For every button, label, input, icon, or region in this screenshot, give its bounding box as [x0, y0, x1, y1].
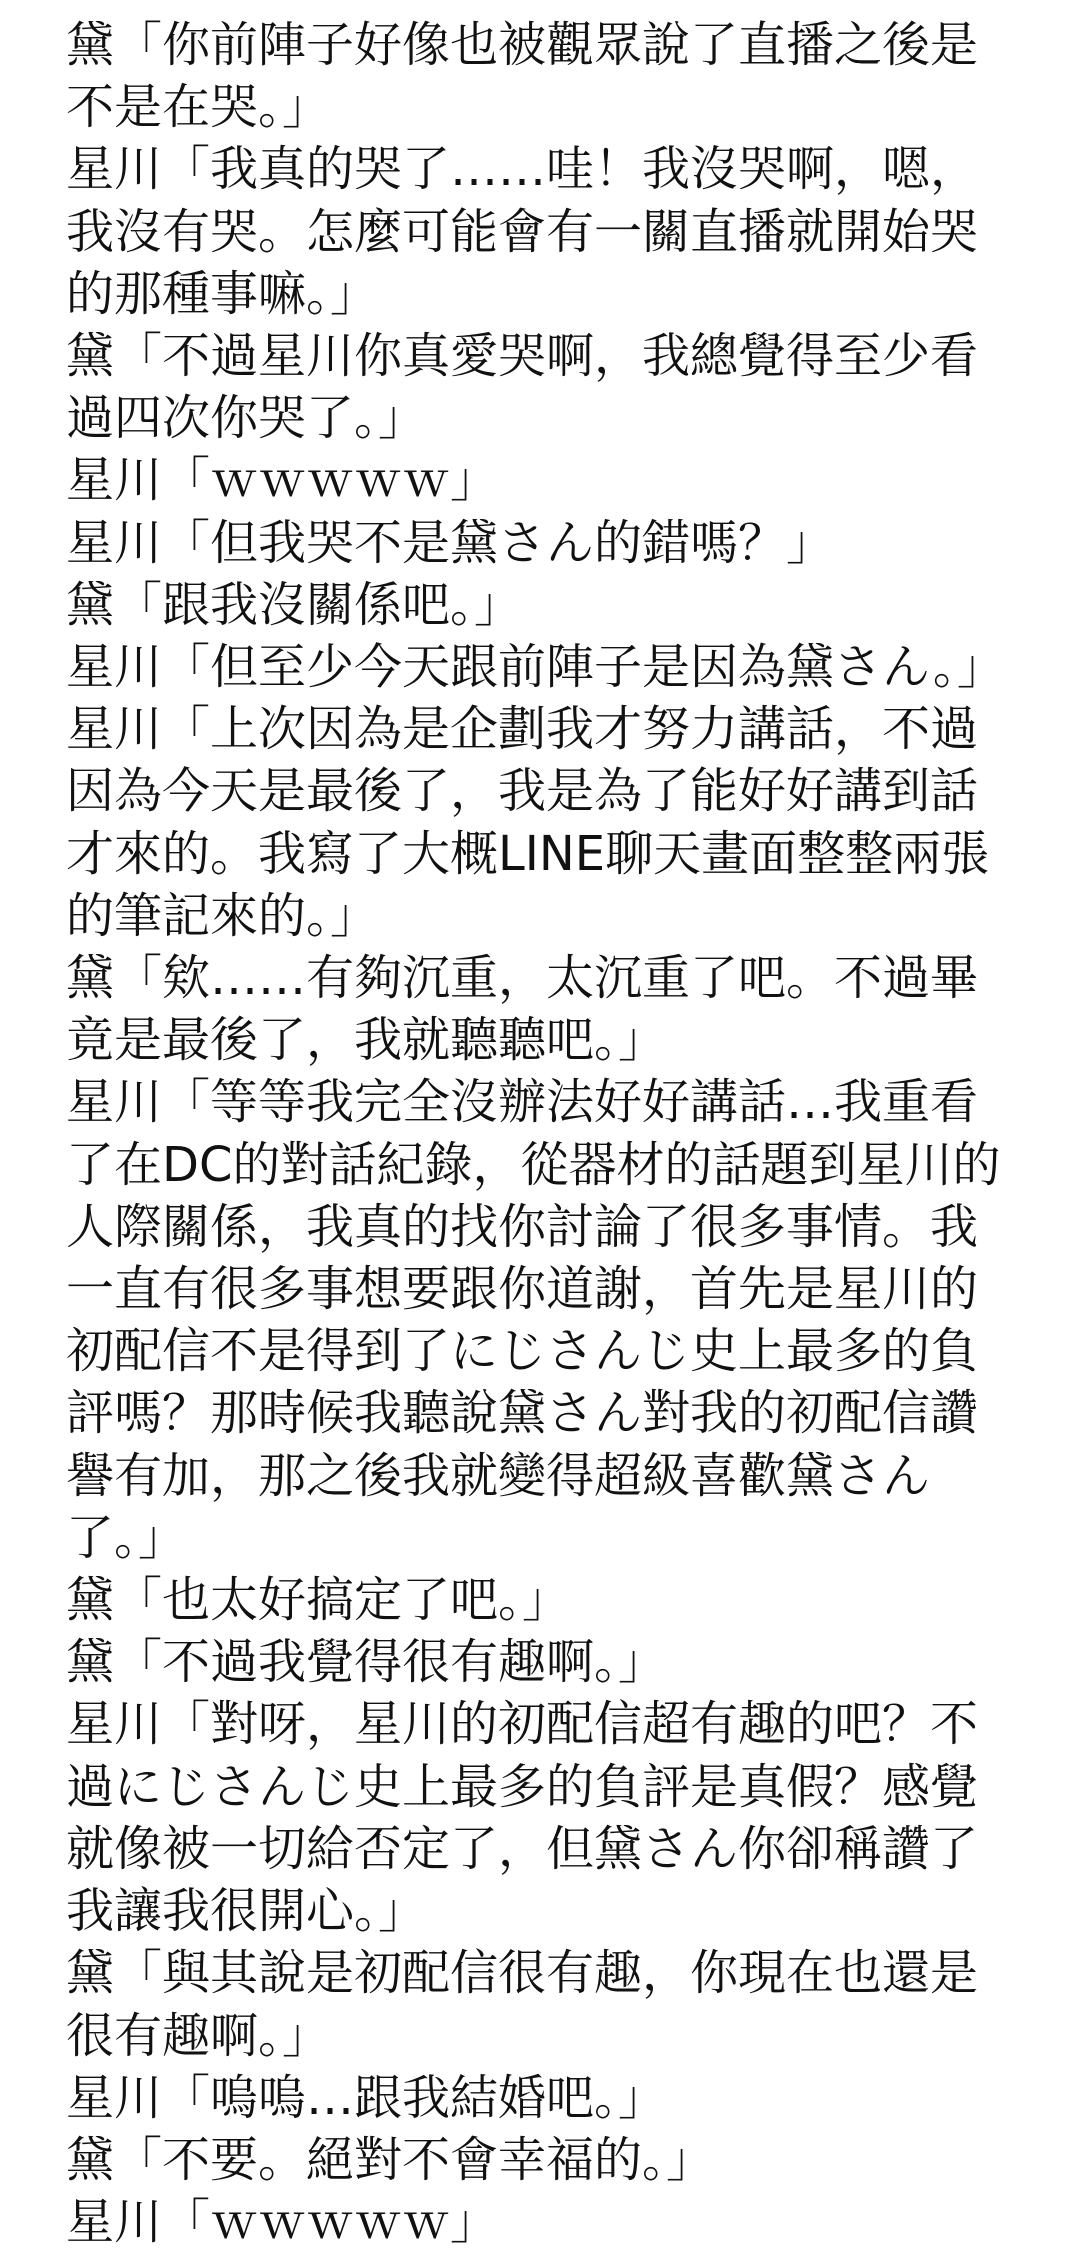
dialogue-text: 「也太好搞定了吧。」: [114, 1572, 571, 1629]
speaker-name: 星川: [66, 141, 163, 198]
speaker-name: 黛: [66, 17, 115, 73]
dialogue-text: 「不過我覺得很有趣啊。」: [114, 1634, 667, 1691]
dialogue-line: [66, 14, 1022, 138]
speaker-name: 星川: [66, 452, 163, 509]
speaker-name: 黛: [66, 1634, 115, 1691]
dialogue-text: 「與其說是初配信很有趣，你現在也還是很有趣啊。」: [66, 1945, 979, 2064]
dialogue-line: [66, 449, 1022, 511]
dialogue-line: [66, 512, 1022, 574]
speaker-name: 黛: [66, 576, 115, 633]
speaker-name: 黛: [66, 1945, 115, 2002]
dialogue-text: 「但我哭不是黛さん的錯嗎？」: [162, 514, 835, 571]
speaker-name: 星川: [66, 514, 163, 571]
speaker-name: 星川: [66, 701, 163, 758]
dialogue-text: 「等等我完全沒辦法好好講話…我重看了在DC的對話紀錄，從器材的話題到星川的人際關係，我真的找你討論了很多事情。我一直有很多事想要跟你道謝，首先是星川的初配信不是得到了にじさんじ史上最多的負評嗎？那時候我聽說黛さん對我的初配信讚譽有加，那之後我就變得超級喜歡黛さん了。」: [66, 1074, 1001, 1566]
speaker-name: 黛: [66, 2131, 115, 2188]
speaker-name: 黛: [66, 950, 115, 1007]
dialogue-text: 「但至少今天跟前陣子是因為黛さん。」: [162, 639, 1005, 696]
dialogue-text: 「你前陣子好像也被觀眾說了直播之後是不是在哭。」: [66, 17, 979, 136]
dialogue-text: 「不過星川你真愛哭啊，我總覺得至少看過四次你哭了。」: [66, 328, 979, 447]
speaker-name: 星川: [66, 2194, 163, 2251]
dialogue-line: [66, 1631, 1022, 1693]
dialogue-text: 「不要。絕對不會幸福的。」: [114, 2131, 715, 2188]
speaker-name: 星川: [66, 2069, 163, 2126]
dialogue-line: [66, 2191, 1022, 2253]
speaker-name: 星川: [66, 1696, 163, 1753]
dialogue-line: [66, 574, 1022, 636]
dialogue-line: [66, 2129, 1022, 2191]
dialogue-line: [66, 1942, 1022, 2066]
speaker-name: 星川: [66, 639, 163, 696]
dialogue-text: 「我真的哭了……哇！我沒哭啊，嗯，我沒有哭。怎麼可能會有一關直播就開始哭的那種事嘛。」: [66, 141, 979, 322]
dialogue-line: [66, 636, 1022, 698]
dialogue-text: 「上次因為是企劃我才努力講話，不過因為今天是最後了，我是為了能好好講到話才來的。我寫了大概LINE聊天畫面整整兩張的筆記來的。」: [66, 701, 990, 944]
speaker-name: 黛: [66, 328, 115, 385]
dialogue-transcript: [66, 14, 1022, 2253]
dialogue-line: [66, 1071, 1022, 1569]
dialogue-text: 「跟我沒關係吧。」: [114, 576, 523, 633]
dialogue-line: [66, 1569, 1022, 1631]
dialogue-line: [66, 138, 1022, 325]
dialogue-text: 「嗚嗚…跟我結婚吧。」: [162, 2069, 667, 2126]
speaker-name: 黛: [66, 1572, 115, 1629]
dialogue-text: 「對呀，星川的初配信超有趣的吧？不過にじさんじ史上最多的負評是真假？感覺就像被一切給否定了，但黛さん你卻稱讚了我讓我很開心。」: [66, 1696, 979, 1940]
dialogue-line: [66, 947, 1022, 1071]
dialogue-text: 「ｗｗｗｗｗ」: [162, 452, 499, 509]
dialogue-line: [66, 2067, 1022, 2129]
dialogue-line: [66, 698, 1022, 947]
dialogue-text: 「欸……有夠沉重，太沉重了吧。不過畢竟是最後了，我就聽聽吧。」: [66, 950, 979, 1069]
dialogue-line: [66, 325, 1022, 449]
dialogue-text: 「ｗｗｗｗｗ」: [162, 2194, 499, 2251]
speaker-name: 星川: [66, 1074, 163, 1131]
dialogue-line: [66, 1693, 1022, 1942]
